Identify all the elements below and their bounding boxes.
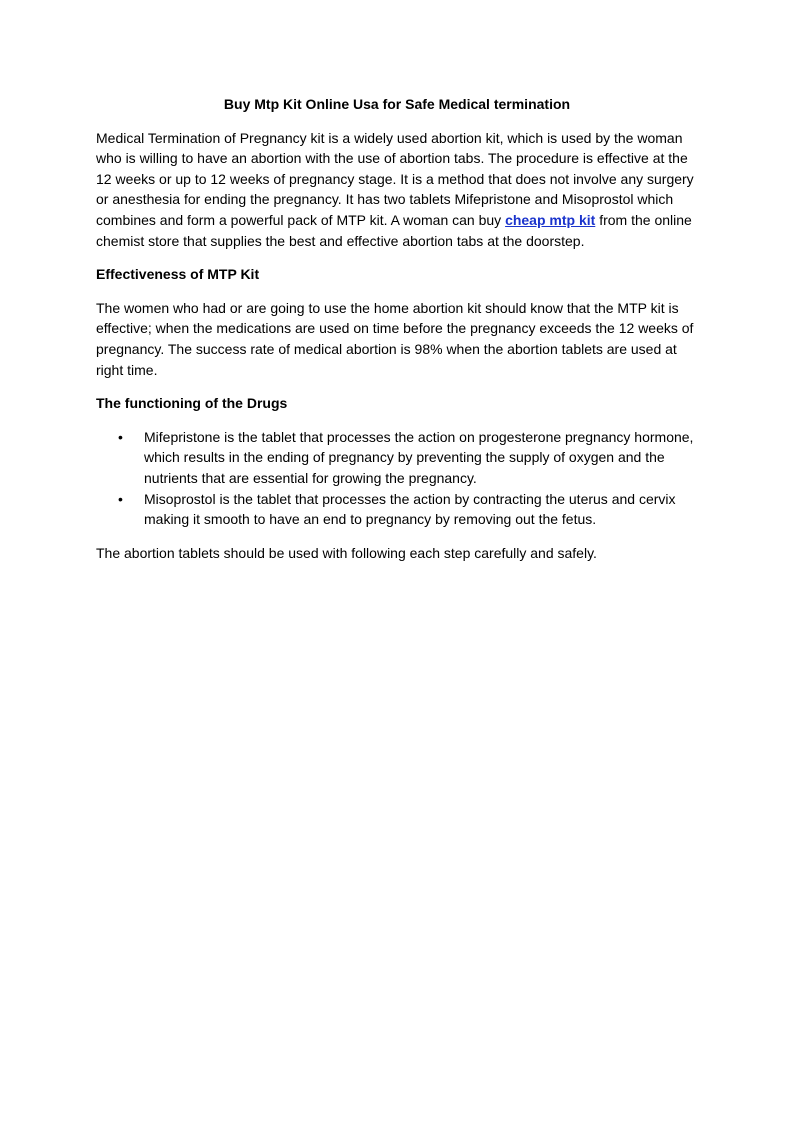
section-heading-effectiveness: Effectiveness of MTP Kit (96, 266, 260, 283)
document-page (96, 94, 698, 576)
list-item (96, 489, 698, 530)
list-item-text: Misoprostol is the tablet that processes the action by contracting the uterus and cervix making it smooth to have an end to pregnancy by removing out the fetus. (144, 490, 676, 528)
closing-paragraph: The abortion tablets should be used with following each step carefully and safely. (96, 544, 597, 561)
list-item (96, 427, 698, 489)
effectiveness-paragraph: The women who had or are going to use the home abortion kit should know that the MTP kit is effective; when the medications are used on time before the pregnancy exceeds the 12 weeks of pregnancy. The success rate of medical abortion is 98% when the abortion tablets are used at right time. (96, 299, 694, 378)
intro-paragraph (96, 128, 698, 252)
list-item-text: Mifepristone is the tablet that processes the action on progesterone pregnancy hormone, which results in the ending of pregnancy by preventing the supply of oxygen and the nutrients that are essential for growing the pregnancy. (144, 428, 694, 486)
intro-text-after-link: from the online chemist store that supplies the best and effective abortion tabs at the doorstep. (96, 211, 692, 249)
cheap-mtp-kit-link[interactable]: cheap mtp kit (505, 211, 596, 228)
section-heading-functioning: The functioning of the Drugs (96, 395, 288, 412)
drug-bullet-list (96, 427, 698, 530)
document-title: Buy Mtp Kit Online Usa for Safe Medical termination (223, 96, 571, 112)
bullet-icon: • (118, 490, 123, 507)
intro-text-before-link: Medical Termination of Pregnancy kit is a widely used abortion kit, which is used by the woman who is willing to have an abortion with the use of abortion tabs. The procedure is effective at the 12 weeks or up to 12 weeks of pregnancy stage. It is a method that does not involve any surgery or anesthesia for ending the pregnancy. It has two tablets Mifepristone and Misoprostol which combines and form a powerful pack of MTP kit. A woman can buy (96, 129, 694, 228)
bullet-icon: • (118, 428, 123, 445)
